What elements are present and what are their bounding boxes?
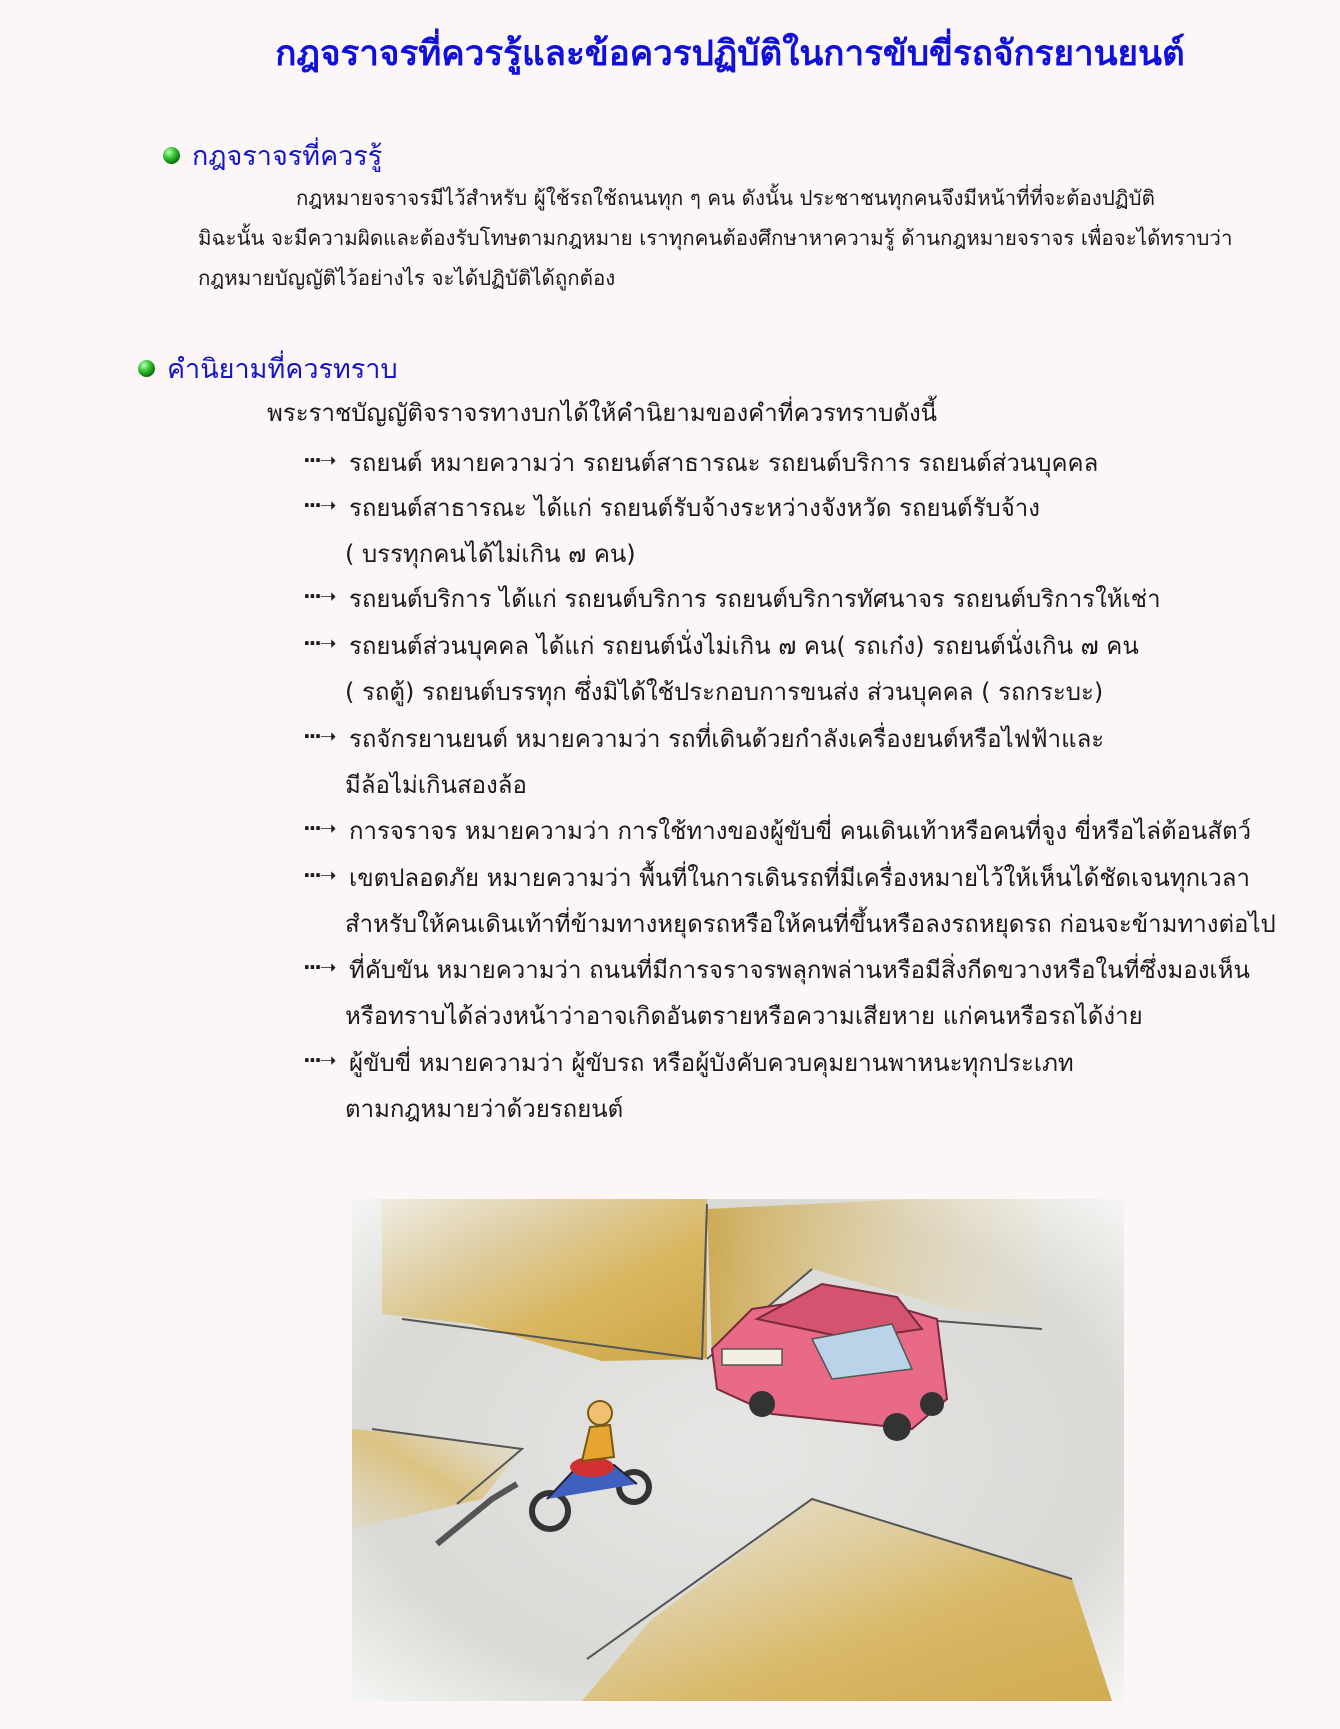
dotted-arrow-icon: ···➝: [303, 1048, 335, 1072]
definition-continuation: ( รถตู้) รถยนต์บรรทุก ซึ่งมิได้ใช้ประกอบการขนส่ง ส่วนบุคคล ( รถกระบะ): [345, 678, 1104, 706]
dotted-arrow-icon: ···➝: [303, 863, 335, 887]
definition-text: การจราจร หมายความว่า การใช้ทางของผู้ขับขี่ คนเดินเท้าหรือคนที่จูง ขี่หรือไล่ต้อนสัตว์: [349, 817, 1252, 845]
section-heading-traffic-rules: [163, 134, 382, 177]
rules-paragraph: [198, 178, 1308, 298]
definitions-intro: พระราชบัญญัติจราจรทางบกได้ให้คำนิยามของคำที่ควรทราบดังนี้: [267, 399, 938, 427]
dotted-arrow-icon: ···➝: [303, 584, 335, 608]
definition-text: เขตปลอดภัย หมายความว่า พื้นที่ในการเดินรถที่มีเครื่องหมายไว้ให้เห็นได้ชัดเจนทุกเวลา: [349, 864, 1250, 892]
paragraph-line: มิฉะนั้น จะมีความผิดและต้องรับโทษตามกฎหมาย เราทุกคนต้องศึกษาหาความรู้ ด้านกฎหมายจราจร เพื่อจะได้ทราบว่า: [198, 226, 1233, 250]
definition-text: ผู้ขับขี่ หมายความว่า ผู้ขับรถ หรือผู้บังคับควบคุมยานพาหนะทุกประเภท: [349, 1049, 1074, 1077]
definition-continuation: ตามกฎหมายว่าด้วยรถยนต์: [345, 1095, 624, 1123]
definition-text: รถยนต์ส่วนบุคคล ได้แก่ รถยนต์นั่งไม่เกิน ๗ คน( รถเก๋ง) รถยนต์นั่งเกิน ๗ คน: [349, 632, 1139, 660]
intersection-illustration: [352, 1199, 1124, 1701]
section-heading-definitions: [138, 347, 398, 390]
definition-text: รถยนต์บริการ ได้แก่ รถยนต์บริการ รถยนต์บริการทัศนาจร รถยนต์บริการให้เช่า: [349, 585, 1161, 613]
section-heading-label: กฎจราจรที่ควรรู้: [192, 141, 383, 172]
green-ball-bullet-icon: [138, 360, 155, 377]
page-title: กฎจราจรที่ควรรู้และข้อควรปฏิบัติในการขับขี่รถจักรยานยนต์: [275, 34, 1185, 74]
dotted-arrow-icon: ···➝: [303, 631, 335, 655]
paragraph-line: กฎหมายบัญญัติไว้อย่างไร จะได้ปฏิบัติได้ถูกต้อง: [198, 266, 616, 290]
dotted-arrow-icon: ···➝: [303, 724, 335, 748]
definition-text: รถยนต์สาธารณะ ได้แก่ รถยนต์รับจ้างระหว่างจังหวัด รถยนต์รับจ้าง: [349, 494, 1040, 522]
definition-text: รถจักรยานยนต์ หมายความว่า รถที่เดินด้วยกำลังเครื่องยนต์หรือไฟฟ้าและ: [349, 725, 1105, 753]
definition-continuation: สำหรับให้คนเดินเท้าที่ข้ามทางหยุดรถหรือให้คนที่ขึ้นหรือลงรถหยุดรถ ก่อนจะข้ามทางต่อไป: [345, 910, 1276, 938]
definition-text: รถยนต์ หมายความว่า รถยนต์สาธารณะ รถยนต์บริการ รถยนต์ส่วนบุคคล: [349, 449, 1099, 477]
dotted-arrow-icon: ···➝: [303, 448, 335, 472]
definition-text: ที่คับขัน หมายความว่า ถนนที่มีการจราจรพลุกพล่านหรือมีสิ่งกีดขวางหรือในที่ซึ่งมองเห็น: [349, 956, 1250, 984]
paragraph-line: กฎหมายจราจรมีไว้สำหรับ ผู้ใช้รถใช้ถนนทุก ๆ คน ดังนั้น ประชาชนทุกคนจึงมีหน้าที่ที่จะต้องปฏิบัติ: [296, 186, 1155, 210]
definition-continuation: มีล้อไม่เกินสองล้อ: [345, 771, 527, 799]
definition-continuation: ( บรรทุกคนได้ไม่เกิน ๗ คน): [345, 540, 636, 568]
green-ball-bullet-icon: [163, 147, 180, 164]
dotted-arrow-icon: ···➝: [303, 955, 335, 979]
definition-continuation: หรือทราบได้ล่วงหน้าว่าอาจเกิดอันตรายหรือความเสียหาย แก่คนหรือรถได้ง่าย: [345, 1002, 1143, 1030]
dotted-arrow-icon: ···➝: [303, 816, 335, 840]
section-heading-label: คำนิยามที่ควรทราบ: [167, 354, 398, 385]
dotted-arrow-icon: ···➝: [303, 493, 335, 517]
